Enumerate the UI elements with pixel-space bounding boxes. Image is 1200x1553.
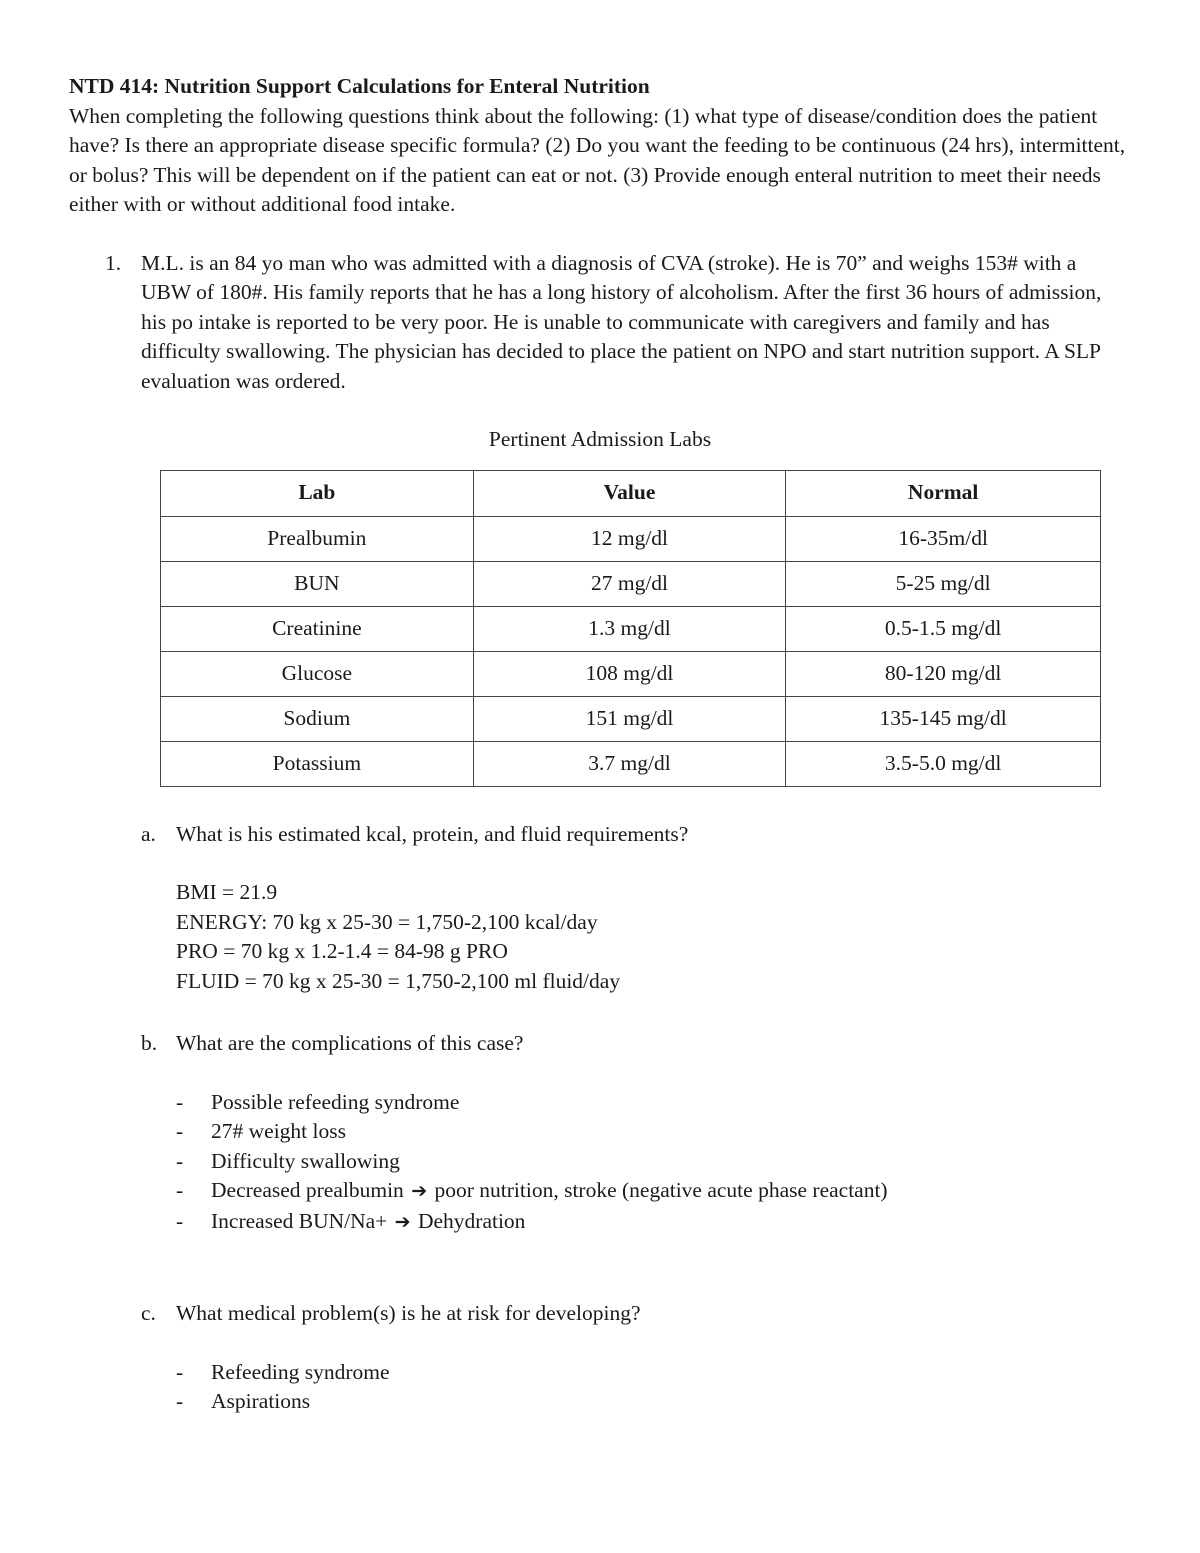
cell-value: 3.7 mg/dl	[473, 741, 786, 786]
header-value: Value	[473, 470, 786, 516]
risks-list	[69, 1358, 1139, 1417]
cell-lab: Glucose	[161, 651, 474, 696]
list-item-text: Possible refeeding syndrome	[211, 1089, 460, 1114]
question-letter: b.	[141, 1031, 158, 1055]
list-item	[176, 1207, 1139, 1238]
table-row	[161, 561, 1101, 606]
table-row	[161, 606, 1101, 651]
bullet-dash: -	[176, 1178, 184, 1202]
bullet-dash: -	[176, 1089, 184, 1114]
header-lab: Lab	[161, 470, 474, 516]
complications-list	[69, 1088, 1139, 1238]
table-row	[161, 651, 1101, 696]
table-header-row	[161, 470, 1101, 516]
answer-a	[69, 878, 1139, 996]
case-description: M.L. is an 84 yo man who was admitted with a diagnosis of CVA (stroke). He is 70” and weighs 153# with a UBW of 180#. His family reports that he has a long history of alcoholism. After the first 36 hours of admission, his po intake is reported to be very poor. He is unable to communicate with caregivers and family and has difficulty swallowing. The physician has decided to place the patient on NPO and start nutrition support. A SLP evaluation was ordered.	[141, 250, 1102, 393]
list-item-result: Dehydration	[417, 1208, 526, 1233]
list-item	[176, 1387, 1139, 1417]
cell-normal: 5-25 mg/dl	[786, 561, 1101, 606]
arrow-right-icon: ➔	[394, 1210, 411, 1233]
list-item-text: Refeeding syndrome	[211, 1359, 390, 1384]
case-number: 1.	[105, 250, 122, 275]
answer-line: PRO = 70 kg x 1.2-1.4 = 84-98 g PRO	[176, 939, 508, 963]
cell-normal: 135-145 mg/dl	[786, 696, 1101, 741]
answer-line: ENERGY: 70 kg x 25-30 = 1,750-2,100 kcal/day	[176, 909, 598, 934]
cell-normal: 0.5-1.5 mg/dl	[786, 606, 1101, 651]
list-item	[176, 1117, 1139, 1147]
list-item-text: Aspirations	[211, 1389, 311, 1413]
document-page	[69, 72, 1139, 1417]
answer-line: FLUID = 70 kg x 25-30 = 1,750-2,100 ml fluid/day	[176, 968, 621, 993]
cell-lab: Creatinine	[161, 606, 474, 651]
bullet-dash: -	[176, 1359, 184, 1384]
cell-value: 108 mg/dl	[473, 651, 786, 696]
question-b	[69, 1029, 1139, 1059]
table-caption: Pertinent Admission Labs	[488, 427, 712, 451]
cell-normal: 3.5-5.0 mg/dl	[786, 741, 1101, 786]
question-a	[69, 820, 1139, 850]
question-letter: c.	[141, 1301, 156, 1325]
header-normal: Normal	[786, 470, 1101, 516]
question-text: What is his estimated kcal, protein, and fluid requirements?	[176, 821, 689, 846]
cell-lab: Sodium	[161, 696, 474, 741]
cell-value: 27 mg/dl	[473, 561, 786, 606]
arrow-right-icon: ➔	[411, 1180, 428, 1202]
case-1	[69, 249, 1139, 397]
list-item-text: Increased BUN/Na+	[211, 1208, 388, 1233]
question-text: What are the complications of this case?	[176, 1031, 524, 1055]
cell-value: 1.3 mg/dl	[473, 606, 786, 651]
labs-table	[160, 470, 1101, 787]
list-item-result: poor nutrition, stroke (negative acute phase reactant)	[434, 1178, 888, 1202]
cell-lab: BUN	[161, 561, 474, 606]
table-row	[161, 696, 1101, 741]
list-item	[176, 1176, 1139, 1207]
table-row	[161, 516, 1101, 561]
question-c	[69, 1299, 1139, 1329]
bullet-dash: -	[176, 1208, 184, 1233]
question-text: What medical problem(s) is he at risk for developing?	[176, 1301, 641, 1325]
cell-lab: Potassium	[161, 741, 474, 786]
table-row	[161, 741, 1101, 786]
document-intro: When completing the following questions think about the following: (1) what type of disease/condition does the patient have? Is there an appropriate disease specific formula? (2) Do you want the feeding to be continuous (24 hrs), intermittent, or bolus? This will be dependent on if the patient can eat or not. (3) Provide enough enteral nutrition to meet their needs either with or without additional food intake.	[69, 103, 1126, 216]
bullet-dash: -	[176, 1389, 184, 1413]
cell-value: 151 mg/dl	[473, 696, 786, 741]
list-item	[176, 1147, 1139, 1177]
list-item	[176, 1088, 1139, 1118]
cell-value: 12 mg/dl	[473, 516, 786, 561]
cell-normal: 16-35m/dl	[786, 516, 1101, 561]
list-item	[176, 1358, 1139, 1388]
answer-line: BMI = 21.9	[176, 880, 278, 904]
cell-normal: 80-120 mg/dl	[786, 651, 1101, 696]
bullet-dash: -	[176, 1148, 184, 1173]
list-item-text: 27# weight loss	[211, 1119, 346, 1143]
cell-lab: Prealbumin	[161, 516, 474, 561]
list-item-text: Difficulty swallowing	[211, 1148, 400, 1173]
document-title: NTD 414: Nutrition Support Calculations for Enteral Nutrition	[69, 74, 650, 98]
list-item-text: Decreased prealbumin	[211, 1178, 404, 1202]
bullet-dash: -	[176, 1119, 184, 1143]
question-letter: a.	[141, 821, 156, 846]
